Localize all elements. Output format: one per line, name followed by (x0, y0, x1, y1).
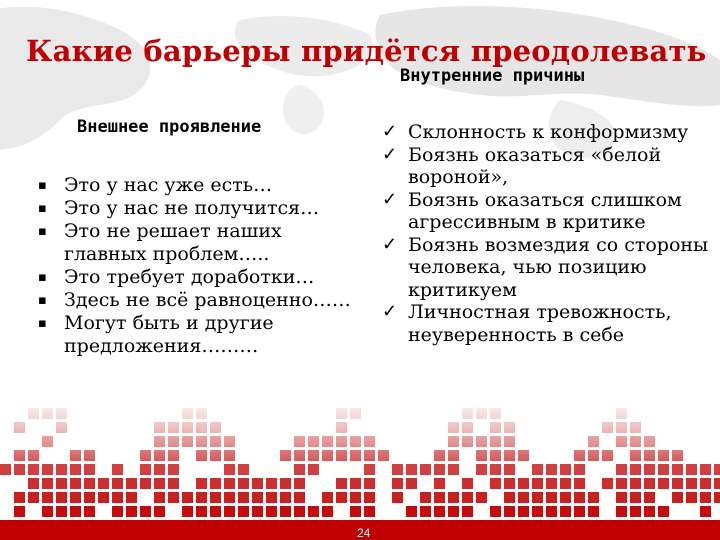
list-item-text: Это требует доработки… (64, 266, 315, 288)
slide-title: Какие барьеры придётся преодолевать (26, 34, 707, 68)
list-item (382, 234, 712, 302)
square-bullet-icon: ▪ (38, 224, 47, 239)
list-item (38, 220, 358, 266)
square-bullet-icon: ▪ (38, 270, 47, 285)
list-item-text: Боязнь оказаться слишком агрессивным в критике (408, 188, 682, 233)
external-manifestation-heading: Внешнее проявление (77, 117, 262, 137)
checkmark-icon: ✓ (382, 143, 398, 165)
list-item (382, 301, 712, 346)
list-item-text: Личностная тревожность, неуверенность в себе (408, 301, 672, 346)
list-item (38, 266, 358, 289)
square-bullet-icon: ▪ (38, 293, 47, 308)
checkmark-icon: ✓ (382, 301, 398, 322)
list-item-text: Боязнь возмездия со стороны человека, чью позицию критикуем (408, 233, 709, 301)
list-item (38, 289, 358, 312)
square-bullet-icon: ▪ (38, 316, 47, 331)
square-bullet-icon: ▪ (38, 201, 47, 216)
external-manifestation-list (38, 174, 358, 358)
list-item (382, 189, 712, 234)
square-bullet-icon: ▪ (38, 178, 47, 193)
decorative-squares (0, 395, 720, 540)
list-item-text: Склонность к конформизму (408, 121, 689, 143)
checkmark-icon: ✓ (382, 121, 398, 142)
checkmark-icon: ✓ (382, 233, 398, 255)
list-item-text: Это не решает наших главных проблем….. (64, 220, 282, 265)
internal-causes-heading: Внутренние причины (400, 66, 585, 86)
list-item (38, 197, 358, 220)
list-item (38, 174, 358, 197)
list-item (382, 121, 712, 144)
internal-causes-list (382, 121, 712, 346)
list-item (382, 144, 712, 189)
list-item-text: Это у нас уже есть… (64, 174, 273, 196)
list-item-text: Здесь не всё равноценно…… (64, 289, 351, 311)
list-item-text: Боязнь оказаться «белой вороной», (408, 143, 662, 188)
list-item (38, 312, 358, 358)
list-item-text: Это у нас не получится… (64, 197, 320, 219)
list-item-text: Могут быть и другие предложения……… (64, 312, 274, 357)
checkmark-icon: ✓ (382, 188, 398, 210)
page-number: 24 (357, 526, 371, 540)
